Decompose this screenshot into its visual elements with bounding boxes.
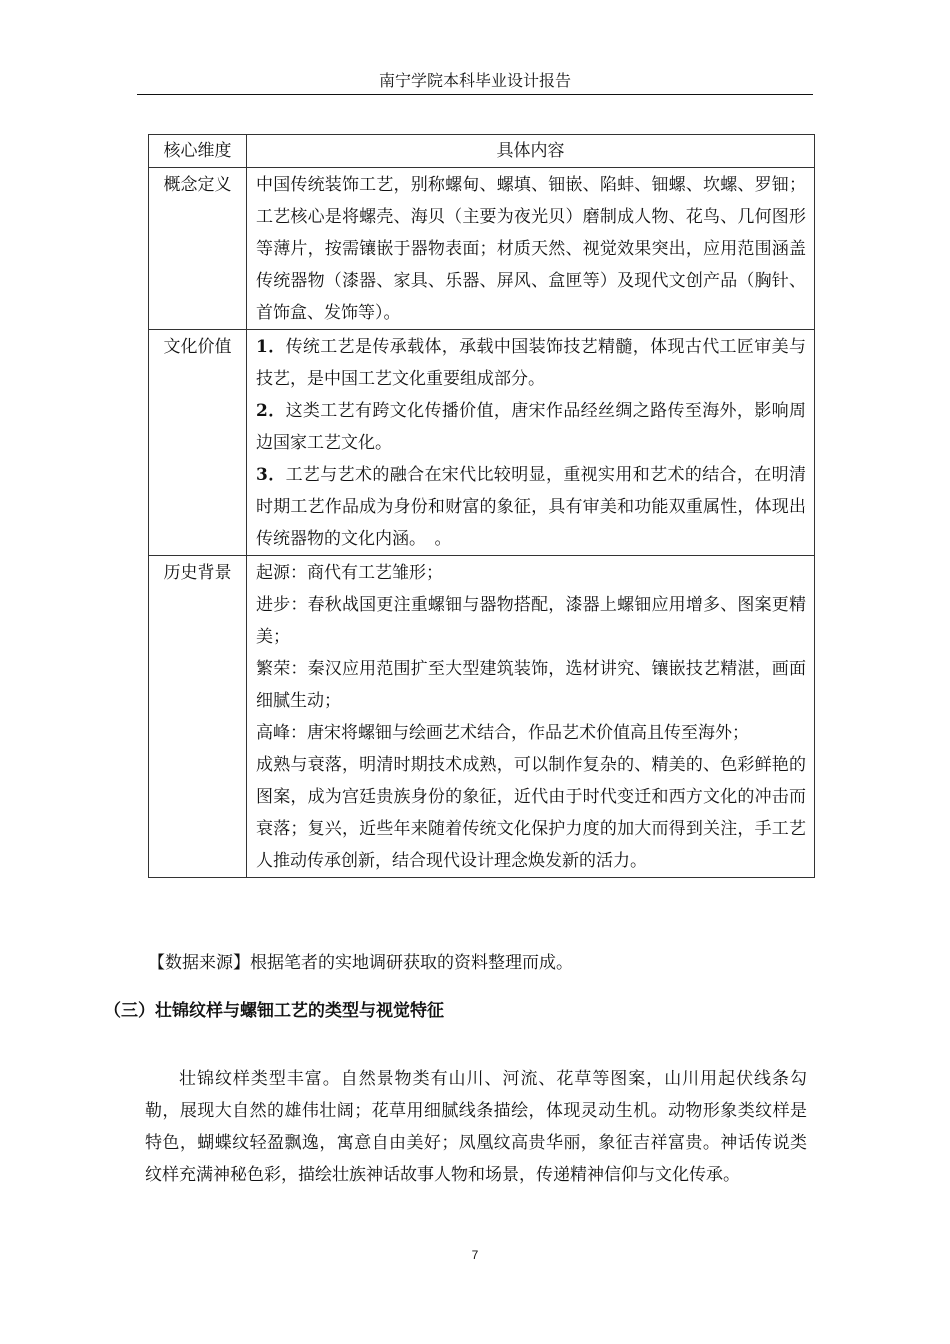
paragraph-text: 传统工艺是传承载体，承载中国装饰技艺精髓，体现古代工匠审美与技艺，是中国工艺文化重要组成部分。 (256, 337, 806, 389)
item-number: 2． (256, 401, 286, 421)
content-paragraph (256, 459, 806, 555)
row-content-cell (247, 168, 815, 330)
column-header-content: 具体内容 (247, 135, 815, 168)
paragraph-text: 起源：商代有工艺雏形； (256, 563, 443, 583)
content-paragraph (256, 653, 806, 717)
row-dimension-cell: 历史背景 (149, 556, 247, 878)
row-dimension-cell: 概念定义 (149, 168, 247, 330)
content-paragraph (256, 717, 806, 749)
item-number: 3． (256, 465, 286, 485)
paragraph-text: 工艺与艺术的融合在宋代比较明显，重视实用和艺术的结合，在明清时期工艺作品成为身份和财富的象征，具有审美和功能双重属性，体现出传统器物的文化内涵。 。 (256, 465, 806, 549)
table-row (149, 168, 815, 330)
column-header-dimension: 核心维度 (149, 135, 247, 168)
content-paragraph (256, 557, 806, 589)
row-dimension-cell: 文化价值 (149, 330, 247, 556)
paragraph-text: 这类工艺有跨文化传播价值，唐宋作品经丝绸之路传至海外，影响周边国家工艺文化。 (256, 401, 806, 453)
running-header: 南宁学院本科毕业设计报告 (378, 71, 571, 90)
info-table (148, 134, 815, 878)
paragraph-text: 进步：春秋战国更注重螺钿与器物搭配，漆器上螺钿应用增多、图案更精美； (256, 595, 806, 647)
data-source-note: 【数据来源】根据笔者的实地调研获取的资料整理而成。 (148, 953, 573, 973)
content-paragraph (256, 749, 806, 877)
paragraph-text: 成熟与衰落，明清时期技术成熟，可以制作复杂的、精美的、色彩鲜艳的图案，成为宫廷贵族身份的象征，近代由于时代变迁和西方文化的冲击而衰落；复兴，近些年来随着传统文化保护力度的加大而得到关注，手工艺人推动传承创新，结合现代设计理念焕发新的活力。 (256, 755, 806, 871)
content-paragraph (256, 169, 806, 329)
content-paragraph (256, 589, 806, 653)
row-content-cell (247, 330, 815, 556)
table-row (149, 330, 815, 556)
section-heading: （三）壮锦纹样与螺钿工艺的类型与视觉特征 (104, 1001, 444, 1021)
page-number: 7 (471, 1248, 479, 1262)
item-number: 1． (256, 337, 286, 357)
header-rule (137, 94, 813, 95)
content-paragraph (256, 331, 806, 395)
body-paragraph: 壮锦纹样类型丰富。自然景物类有山川、河流、花草等图案，山川用起伏线条勾勒，展现大自然的雄伟壮阔；花草用细腻线条描绘，体现灵动生机。动物形象类纹样是特色，蝴蝶纹轻盈飘逸，寓意自由美好；凤凰纹高贵华丽，象征吉祥富贵。神话传说类纹样充满神秘色彩，描绘壮族神话故事人物和场景，传递精神信仰与文化传承。 (145, 1069, 807, 1185)
paragraph-text: 高峰：唐宋将螺钿与绘画艺术结合，作品艺术价值高且传至海外； (256, 723, 749, 743)
table-header-row (149, 135, 815, 168)
table-row (149, 556, 815, 878)
content-paragraph (256, 395, 806, 459)
row-content-cell (247, 556, 815, 878)
paragraph-text: 繁荣：秦汉应用范围扩至大型建筑装饰，选材讲究、镶嵌技艺精湛，画面细腻生动； (256, 659, 806, 711)
paragraph-text: 中国传统装饰工艺，别称螺甸、螺填、钿嵌、陷蚌、钿螺、坎螺、罗钿；工艺核心是将螺壳、海贝（主要为夜光贝）磨制成人物、花鸟、几何图形等薄片，按需镶嵌于器物表面；材质天然、视觉效果突出，应用范围涵盖传统器物（漆器、家具、乐器、屏风、盒匣等）及现代文创产品（胸针、首饰盒、发饰等）。 (256, 175, 806, 323)
